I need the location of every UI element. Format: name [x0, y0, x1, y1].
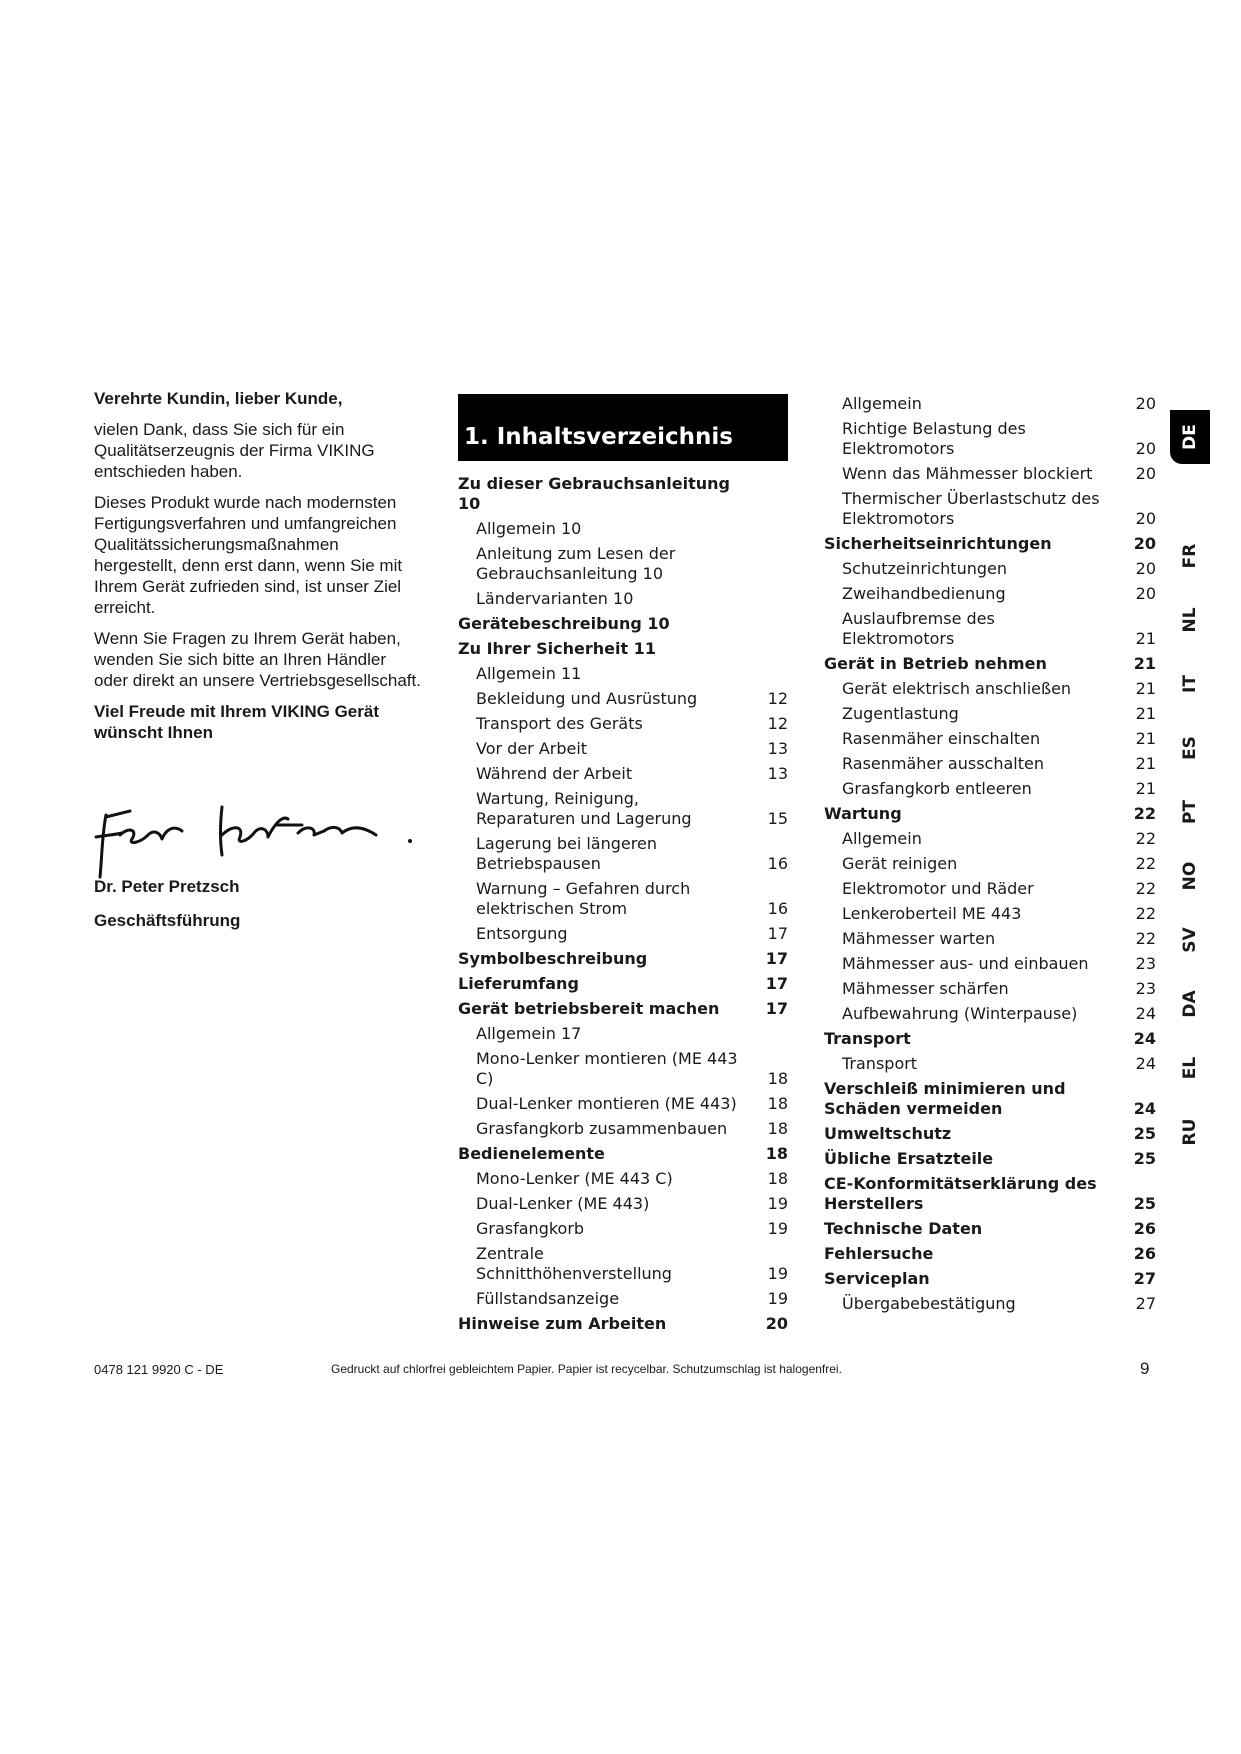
toc-entry: [458, 1119, 788, 1139]
language-tab-label: EL: [1180, 1056, 1200, 1080]
toc-section: [824, 1244, 1156, 1264]
toc-entry-page: 24: [1135, 1054, 1156, 1073]
toc-section: [824, 1029, 1156, 1049]
toc-section: [824, 1269, 1156, 1289]
toc-entry-page: 21: [1135, 729, 1156, 748]
language-tab-label: FR: [1180, 543, 1200, 569]
document-code: 0478 121 9920 C - DE: [94, 1362, 224, 1377]
toc-entry-title: Zu dieser Gebrauchsanleitung 10: [458, 474, 730, 513]
toc-entry: [458, 1244, 788, 1284]
toc-entry-page: 25: [1133, 1149, 1156, 1168]
toc-entry-title: Vor der Arbeit: [476, 739, 588, 758]
toc-section: [824, 1174, 1156, 1214]
toc-entry-page: 15: [767, 809, 788, 828]
toc-entry-title: Gerät in Betrieb nehmen: [824, 654, 1047, 673]
toc-entry-title: Wenn das Mähmesser blockiert: [842, 464, 1093, 483]
toc-entry-title: Aufbewahrung (Winterpause): [842, 1004, 1078, 1023]
toc-entry-title: Allgemein 11: [476, 664, 582, 683]
toc-entry-page: 17: [765, 974, 788, 993]
toc-entry-title: Dual-Lenker montieren (ME 443): [476, 1094, 737, 1113]
toc-entry-page: 27: [1135, 1294, 1156, 1313]
toc-entry-page: 20: [1133, 534, 1156, 553]
toc-entry: [458, 1169, 788, 1189]
toc-entry: [824, 464, 1156, 484]
toc-entry-title: Gerät elektrisch anschließen: [842, 679, 1072, 698]
language-tab-label: NL: [1180, 607, 1200, 633]
toc-section: [458, 474, 788, 514]
language-tab-it: [1170, 662, 1210, 706]
toc-entry: [458, 764, 788, 784]
toc-entry-page: 22: [1135, 879, 1156, 898]
letter-greeting: Verehrte Kundin, lieber Kunde,: [94, 389, 343, 408]
toc-entry-title: Allgemein 17: [476, 1024, 582, 1043]
toc-entry-title: Übergabebestätigung: [842, 1294, 1016, 1313]
language-tab-label: SV: [1180, 927, 1200, 953]
toc-entry: [458, 834, 788, 874]
toc-entry-title: Anleitung zum Lesen der Gebrauchsanleitung 10: [476, 544, 676, 583]
toc-entry-page: 20: [1135, 394, 1156, 413]
toc-entry-page: 16: [767, 899, 788, 918]
toc-entry: [458, 789, 788, 829]
toc-section: [824, 534, 1156, 554]
language-tab-da: [1170, 982, 1210, 1026]
toc-entry-title: Mono-Lenker (ME 443 C): [476, 1169, 673, 1188]
toc-entry: [458, 714, 788, 734]
toc-entry-title: Grasfangkorb zusammenbauen: [476, 1119, 728, 1138]
toc-entry-page: 18: [767, 1119, 788, 1138]
toc-entry-page: 26: [1133, 1219, 1156, 1238]
toc-entry: [824, 854, 1156, 874]
toc-entry-title: Zugentlastung: [842, 704, 959, 723]
language-tab-de: [1170, 410, 1210, 464]
toc-entry-page: 19: [767, 1219, 788, 1238]
toc-entry-title: Hinweise zum Arbeiten: [458, 1314, 667, 1333]
toc-entry: [824, 754, 1156, 774]
toc-entry-title: Gerät betriebsbereit machen: [458, 999, 720, 1018]
toc-entry-page: 25: [1133, 1194, 1156, 1213]
toc-entry: [824, 584, 1156, 604]
toc-entry-title: Thermischer Überlastschutz des Elektromotors: [842, 489, 1100, 528]
toc-entry: [824, 704, 1156, 724]
toc-entry: [824, 419, 1156, 459]
toc-entry-page: 19: [767, 1289, 788, 1308]
toc-entry-title: Während der Arbeit: [476, 764, 633, 783]
toc-entry-page: 24: [1133, 1029, 1156, 1048]
toc-entry-title: Übliche Ersatzteile: [824, 1149, 994, 1168]
language-tab-sv: [1170, 918, 1210, 962]
toc-section: [824, 1124, 1156, 1144]
toc-entry: [458, 1094, 788, 1114]
toc-entry-title: Sicherheitseinrichtungen: [824, 534, 1052, 553]
toc-entry: [824, 1294, 1156, 1314]
toc-entry-title: CE-Konformitätserklärung des Herstellers: [824, 1174, 1097, 1213]
toc-entry-page: 20: [1135, 464, 1156, 483]
toc-entry-title: Warnung – Gefahren durch elektrischen Strom: [476, 879, 691, 918]
toc-column-right: [824, 394, 1156, 1319]
toc-entry-page: 18: [767, 1094, 788, 1113]
toc-entry-title: Bekleidung und Ausrüstung: [476, 689, 698, 708]
language-tab-el: [1170, 1046, 1210, 1090]
toc-entry-title: Ländervarianten 10: [476, 589, 634, 608]
print-note: Gedruckt auf chlorfrei gebleichtem Papier. Papier ist recycelbar. Schutzumschlag ist halogenfrei.: [331, 1362, 842, 1376]
language-tab-label: ES: [1180, 736, 1200, 760]
toc-section: [824, 654, 1156, 674]
toc-entry-page: 12: [767, 714, 788, 733]
toc-entry-title: Transport des Geräts: [476, 714, 643, 733]
toc-entry-title: Mähmesser schärfen: [842, 979, 1009, 998]
toc-entry-page: 18: [767, 1069, 788, 1088]
toc-section: [458, 614, 788, 634]
toc-entry-title: Allgemein 10: [476, 519, 582, 538]
language-tab-label: RU: [1180, 1118, 1200, 1146]
language-tab-fr: [1170, 534, 1210, 578]
toc-section: [824, 1079, 1156, 1119]
toc-entry-title: Gerätebeschreibung 10: [458, 614, 670, 633]
toc-entry: [458, 924, 788, 944]
toc-entry-title: Dual-Lenker (ME 443): [476, 1194, 650, 1213]
toc-entry: [824, 829, 1156, 849]
toc-entry: [458, 519, 788, 539]
toc-entry: [458, 1219, 788, 1239]
toc-entry-page: 19: [767, 1264, 788, 1283]
language-tab-no: [1170, 854, 1210, 898]
letter-paragraph: Dieses Produkt wurde nach modernsten Fertigungsverfahren und umfangreichen Qualitätssicherungsmaßnahmen hergestellt, denn erst dann, wenn Sie mit Ihrem Gerät zufrieden sind, ist unser Ziel erreicht.: [94, 493, 403, 617]
toc-entry: [824, 1054, 1156, 1074]
toc-section: [458, 949, 788, 969]
toc-entry-page: 24: [1135, 1004, 1156, 1023]
toc-entry-title: Gerät reinigen: [842, 854, 958, 873]
language-tab-ru: [1170, 1110, 1210, 1154]
toc-entry-page: 20: [1135, 559, 1156, 578]
language-tab-label: NO: [1180, 861, 1200, 891]
toc-entry-title: Technische Daten: [824, 1219, 983, 1238]
toc-entry-page: 17: [767, 924, 788, 943]
toc-entry: [458, 1024, 788, 1044]
toc-entry-title: Allgemein: [842, 394, 922, 413]
toc-entry-page: 17: [765, 949, 788, 968]
toc-entry-page: 22: [1135, 829, 1156, 848]
toc-entry: [824, 679, 1156, 699]
toc-entry: [824, 729, 1156, 749]
toc-section: [824, 804, 1156, 824]
toc-entry-page: 21: [1135, 679, 1156, 698]
toc-entry-title: Serviceplan: [824, 1269, 930, 1288]
toc-entry: [458, 689, 788, 709]
language-tabs: [1170, 384, 1210, 1164]
toc-entry-title: Wartung, Reinigung, Reparaturen und Lagerung: [476, 789, 692, 828]
toc-entry: [824, 954, 1156, 974]
toc-entry: [458, 664, 788, 684]
toc-entry-title: Richtige Belastung des Elektromotors: [842, 419, 1026, 458]
toc-entry-title: Rasenmäher ausschalten: [842, 754, 1044, 773]
letter-closing: Viel Freude mit Ihrem VIKING Gerät wünscht Ihnen: [94, 702, 379, 742]
letter-paragraph: Wenn Sie Fragen zu Ihrem Gerät haben, wenden Sie sich bitte an Ihren Händler oder direkt an unsere Vertriebsgesellschaft.: [94, 629, 421, 690]
toc-entry-title: Lenkeroberteil ME 443: [842, 904, 1022, 923]
toc-entry: [824, 904, 1156, 924]
toc-entry-title: Auslaufbremse des Elektromotors: [842, 609, 995, 648]
toc-entry: [458, 1049, 788, 1089]
toc-heading: 1. Inhaltsverzeichnis: [458, 394, 788, 461]
toc-entry-page: 13: [767, 739, 788, 758]
toc-section: [824, 1149, 1156, 1169]
toc-entry-page: 20: [1135, 584, 1156, 603]
language-tab-label: DE: [1180, 424, 1200, 450]
toc-entry: [458, 1289, 788, 1309]
toc-entry-page: 18: [765, 1144, 788, 1163]
toc-entry-title: Schutzeinrichtungen: [842, 559, 1007, 578]
toc-entry-title: Lagerung bei längeren Betriebspausen: [476, 834, 657, 873]
language-tab-label: DA: [1180, 990, 1200, 1018]
toc-entry-page: 24: [1133, 1099, 1156, 1118]
toc-entry-page: 12: [767, 689, 788, 708]
toc-entry-page: 22: [1133, 804, 1156, 823]
toc-entry-title: Transport: [842, 1054, 918, 1073]
toc-entry: [824, 609, 1156, 649]
toc-entry-page: 20: [765, 1314, 788, 1333]
toc-entry: [458, 1194, 788, 1214]
toc-entry-page: 25: [1133, 1124, 1156, 1143]
toc-section: [458, 999, 788, 1019]
toc-entry-title: Allgemein: [842, 829, 922, 848]
language-tab-label: PT: [1180, 799, 1200, 825]
toc-entry-page: 21: [1135, 779, 1156, 798]
toc-entry-page: 22: [1135, 904, 1156, 923]
language-tab-nl: [1170, 598, 1210, 642]
toc-entry-page: 20: [1135, 439, 1156, 458]
toc-section: [458, 974, 788, 994]
language-tab-es: [1170, 726, 1210, 770]
toc-entry: [824, 779, 1156, 799]
toc-entry-title: Rasenmäher einschalten: [842, 729, 1041, 748]
toc-entry-page: 21: [1135, 754, 1156, 773]
toc-entry-page: 16: [767, 854, 788, 873]
toc-entry-title: Füllstandsanzeige: [476, 1289, 620, 1308]
toc-entry-title: Zu Ihrer Sicherheit 11: [458, 639, 656, 658]
letter-paragraph: vielen Dank, dass Sie sich für ein Qualitätserzeugnis der Firma VIKING entschieden haben.: [94, 420, 375, 481]
toc-entry-title: Zweihandbedienung: [842, 584, 1006, 603]
toc-entry-title: Symbolbeschreibung: [458, 949, 648, 968]
toc-entry: [458, 879, 788, 919]
toc-entry-title: Elektromotor und Räder: [842, 879, 1034, 898]
toc-entry: [824, 394, 1156, 414]
toc-entry-page: 26: [1133, 1244, 1156, 1263]
toc-entry-page: 23: [1135, 979, 1156, 998]
toc-entry-page: 13: [767, 764, 788, 783]
toc-entry-title: Wartung: [824, 804, 902, 823]
language-tab-pt: [1170, 790, 1210, 834]
toc-entry-page: 21: [1135, 629, 1156, 648]
toc-entry-title: Mono-Lenker montieren (ME 443 C): [476, 1049, 738, 1088]
toc-entry-page: 17: [765, 999, 788, 1018]
toc-entry-title: Lieferumfang: [458, 974, 579, 993]
toc-entry: [458, 589, 788, 609]
toc-entry-title: Mähmesser aus- und einbauen: [842, 954, 1089, 973]
toc-entry: [824, 1004, 1156, 1024]
toc-entry-page: 20: [1135, 509, 1156, 528]
toc-column-middle: [458, 474, 788, 1339]
toc-entry-page: 27: [1133, 1269, 1156, 1288]
toc-section: [458, 1144, 788, 1164]
toc-entry: [824, 879, 1156, 899]
toc-entry-title: Grasfangkorb entleeren: [842, 779, 1032, 798]
toc-entry-page: 22: [1135, 929, 1156, 948]
language-tab-label: IT: [1180, 675, 1200, 693]
signer-title: Geschäftsführung: [94, 911, 241, 930]
toc-entry-title: Mähmesser warten: [842, 929, 996, 948]
toc-entry-page: 18: [767, 1169, 788, 1188]
toc-section: [458, 639, 788, 659]
toc-entry-page: 21: [1135, 704, 1156, 723]
page-number: 9: [1140, 1359, 1150, 1378]
toc-entry-title: Entsorgung: [476, 924, 568, 943]
toc-entry: [824, 489, 1156, 529]
toc-entry-title: Grasfangkorb: [476, 1219, 585, 1238]
toc-entry-title: Bedienelemente: [458, 1144, 605, 1163]
toc-entry-title: Transport: [824, 1029, 911, 1048]
toc-entry-page: 19: [767, 1194, 788, 1213]
welcome-letter: [94, 388, 424, 753]
toc-entry: [458, 544, 788, 584]
toc-entry-page: 23: [1135, 954, 1156, 973]
toc-entry-title: Fehlersuche: [824, 1244, 934, 1263]
signer-name: Dr. Peter Pretzsch: [94, 877, 240, 896]
toc-entry-title: Zentrale Schnitthöhenverstellung: [476, 1244, 672, 1283]
toc-entry: [824, 979, 1156, 999]
toc-entry: [824, 559, 1156, 579]
toc-entry-page: 22: [1135, 854, 1156, 873]
toc-entry-title: Verschleiß minimieren und Schäden vermeiden: [824, 1079, 1066, 1118]
toc-section: [458, 1314, 788, 1334]
toc-entry: [458, 739, 788, 759]
toc-entry-page: 21: [1133, 654, 1156, 673]
toc-entry-title: Umweltschutz: [824, 1124, 952, 1143]
toc-entry: [824, 929, 1156, 949]
toc-section: [824, 1219, 1156, 1239]
signer-block: [94, 876, 424, 944]
